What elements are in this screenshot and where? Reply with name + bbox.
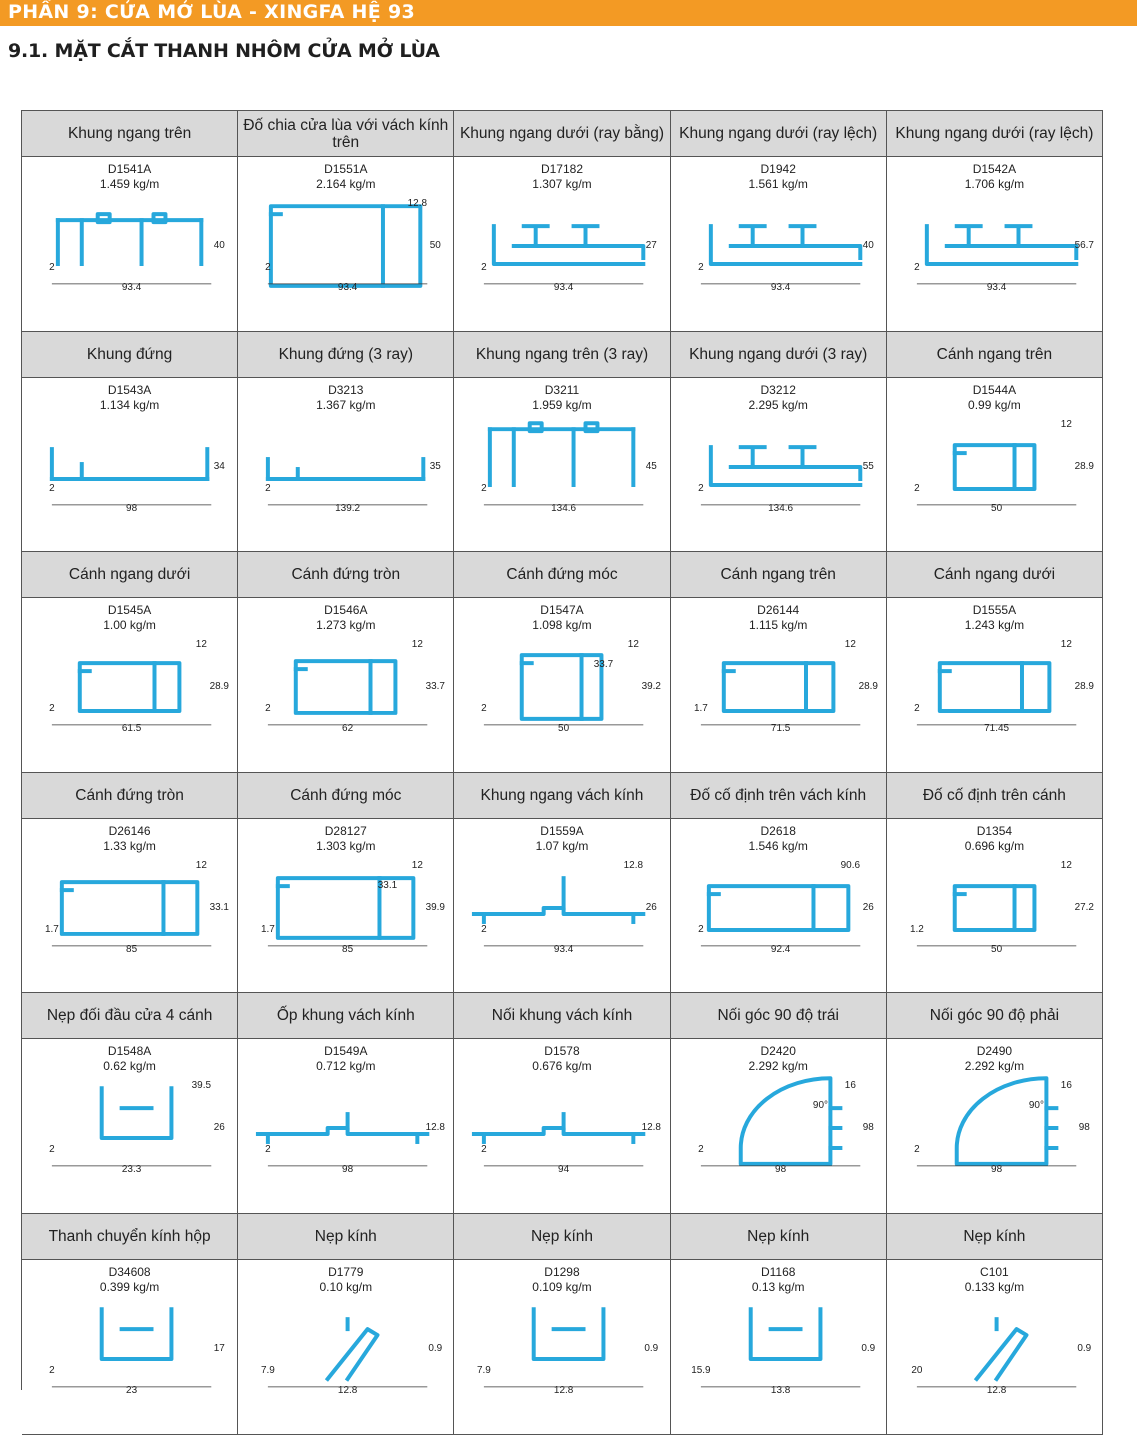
profile-section-drawing bbox=[454, 1068, 669, 1210]
dimension-label: 2 bbox=[265, 703, 271, 715]
profile-code: D1559A bbox=[540, 823, 584, 838]
profile-name: Đố chia cửa lùa với vách kính trên bbox=[238, 111, 453, 157]
dimension-label: 93.4 bbox=[554, 943, 574, 955]
profile-grid bbox=[21, 110, 1103, 1396]
profile-weight: 0.10 kg/m bbox=[319, 1279, 373, 1294]
profile-drawing bbox=[454, 848, 669, 990]
dimension-label: 93.4 bbox=[770, 281, 790, 293]
dimension-label: 12 bbox=[411, 639, 424, 651]
profile-code: D3211 bbox=[544, 382, 580, 397]
dimension-label: 34 bbox=[213, 460, 225, 472]
dimension-label: 33.7 bbox=[594, 659, 614, 671]
section-banner bbox=[0, 0, 1137, 26]
profile-drawing bbox=[22, 627, 237, 769]
profile-name: Khung ngang dưới (ray bằng) bbox=[454, 111, 669, 157]
profile-drawing bbox=[238, 407, 453, 549]
profile-code: D1354 bbox=[976, 823, 1013, 838]
profile-code: D1578 bbox=[544, 1044, 580, 1059]
dimension-label: 85 bbox=[126, 943, 138, 955]
profile-code: D17182 bbox=[540, 162, 584, 176]
dimension-label: 92.4 bbox=[770, 943, 790, 955]
profile-cell bbox=[22, 111, 238, 332]
profile-cell bbox=[887, 1214, 1103, 1435]
profile-weight: 0.99 kg/m bbox=[968, 397, 1021, 412]
profile-name: Khung ngang dưới (3 ray) bbox=[671, 332, 886, 378]
profile-cell bbox=[22, 552, 238, 773]
dimension-label: 15.9 bbox=[690, 1364, 711, 1376]
profile-code: D1298 bbox=[544, 1264, 580, 1279]
profile-cell bbox=[671, 1214, 887, 1435]
profile-section-drawing bbox=[671, 1289, 886, 1431]
dimension-label: 28.9 bbox=[1074, 460, 1094, 472]
dimension-label: 98 bbox=[126, 502, 138, 514]
profile-name: Cánh ngang dưới bbox=[22, 552, 237, 598]
profile-section-drawing bbox=[22, 407, 237, 549]
profile-cell bbox=[671, 552, 887, 773]
dimension-label: 55 bbox=[862, 460, 874, 472]
dimension-label: 2 bbox=[697, 923, 704, 935]
dimension-label: 0.9 bbox=[428, 1343, 443, 1355]
dimension-label: 1.7 bbox=[693, 703, 708, 715]
profile-cell bbox=[238, 773, 454, 994]
profile-section-drawing bbox=[454, 1289, 669, 1431]
dimension-label: 2 bbox=[697, 261, 704, 273]
dimension-label: 2 bbox=[913, 482, 920, 494]
profile-section-drawing bbox=[887, 407, 1102, 549]
profile-weight: 0.696 kg/m bbox=[964, 838, 1025, 853]
profile-cell bbox=[671, 993, 887, 1214]
profile-drawing bbox=[238, 627, 453, 769]
profile-name: Cánh ngang trên bbox=[887, 332, 1102, 378]
profile-section-drawing bbox=[238, 186, 453, 328]
dimension-label: 12.8 bbox=[624, 859, 644, 871]
dimension-label: 12.8 bbox=[641, 1122, 662, 1134]
profile-name: Cánh đứng móc bbox=[238, 773, 453, 819]
profile-code: D1779 bbox=[328, 1264, 364, 1279]
profile-drawing bbox=[22, 1289, 237, 1431]
dimension-label: 23 bbox=[126, 1384, 138, 1396]
dimension-label: 27.2 bbox=[1074, 901, 1094, 913]
profile-cell bbox=[22, 773, 238, 994]
profile-drawing bbox=[22, 1068, 237, 1210]
profile-weight: 1.561 kg/m bbox=[748, 177, 808, 191]
profile-cell bbox=[454, 1214, 670, 1435]
profile-code: D1551A bbox=[324, 162, 368, 176]
profile-name: Thanh chuyển kính hộp bbox=[22, 1214, 237, 1260]
profile-section-drawing bbox=[238, 1289, 453, 1431]
profile-drawing bbox=[238, 848, 453, 990]
dimension-label: 12 bbox=[1060, 859, 1072, 871]
profile-cell bbox=[454, 773, 670, 994]
dimension-label: 2 bbox=[913, 261, 920, 273]
dimension-label: 0.9 bbox=[860, 1343, 875, 1355]
profile-cell bbox=[887, 993, 1103, 1214]
dimension-label: 2 bbox=[49, 1364, 55, 1376]
dimension-label: 50 bbox=[429, 240, 441, 252]
profile-drawing bbox=[887, 186, 1102, 328]
profile-weight: 1.243 kg/m bbox=[964, 618, 1025, 633]
profile-weight: 2.292 kg/m bbox=[964, 1059, 1025, 1074]
dimension-label: 50 bbox=[990, 502, 1002, 514]
profile-cell bbox=[671, 773, 887, 994]
dimension-label: 16 bbox=[844, 1080, 856, 1092]
profile-code: D26146 bbox=[108, 823, 151, 838]
profile-section-drawing bbox=[887, 186, 1102, 328]
profile-weight: 0.109 kg/m bbox=[532, 1279, 592, 1294]
profile-code: D1547A bbox=[540, 603, 584, 618]
dimension-label: 35 bbox=[429, 460, 441, 472]
profile-weight: 0.399 kg/m bbox=[99, 1279, 160, 1294]
dimension-label: 2 bbox=[481, 482, 488, 494]
dimension-label: 61.5 bbox=[121, 723, 142, 735]
dimension-label: 90.6 bbox=[840, 859, 860, 871]
dimension-label: 71.5 bbox=[770, 723, 790, 735]
dimension-label: 28.9 bbox=[1074, 681, 1094, 693]
dimension-label: 23.3 bbox=[121, 1164, 142, 1176]
dimension-label: 13.8 bbox=[770, 1384, 790, 1396]
dimension-label: 12.8 bbox=[554, 1384, 574, 1396]
profile-name: Đố cố định trên vách kính bbox=[671, 773, 886, 819]
profile-drawing bbox=[671, 1068, 886, 1210]
profile-code: D28127 bbox=[324, 823, 367, 838]
profile-drawing bbox=[238, 1289, 453, 1431]
dimension-label: 98 bbox=[990, 1164, 1002, 1176]
dimension-label: 40 bbox=[213, 240, 225, 252]
profile-weight: 1.706 kg/m bbox=[964, 177, 1025, 191]
subsection-title: 9.1. MẶT CẮT THANH NHÔM CỬA MỞ LÙA bbox=[8, 40, 440, 62]
dimension-label: 33.1 bbox=[209, 901, 229, 913]
profile-name: Ốp khung vách kính bbox=[238, 993, 453, 1039]
profile-drawing bbox=[671, 848, 886, 990]
profile-section-drawing bbox=[671, 627, 886, 769]
profile-drawing bbox=[454, 1068, 669, 1210]
profile-code: D1541A bbox=[107, 162, 152, 176]
profile-cell bbox=[238, 1214, 454, 1435]
profile-code: D1555A bbox=[972, 603, 1017, 618]
profile-section-drawing bbox=[22, 627, 237, 769]
dimension-label: 50 bbox=[990, 943, 1002, 955]
dimension-label: 12 bbox=[195, 639, 207, 651]
dimension-label: 2 bbox=[481, 703, 488, 715]
profile-name: Cánh đứng tròn bbox=[238, 552, 453, 598]
profile-weight: 1.959 kg/m bbox=[532, 397, 592, 412]
dimension-label: 12 bbox=[628, 639, 640, 651]
profile-code: D1549A bbox=[324, 1044, 368, 1059]
profile-section-drawing bbox=[22, 1289, 237, 1431]
dimension-label: 33.1 bbox=[377, 879, 398, 891]
profile-cell bbox=[22, 332, 238, 553]
profile-section-drawing bbox=[22, 1068, 237, 1210]
dimension-label: 2 bbox=[49, 482, 55, 494]
profile-cell bbox=[454, 552, 670, 773]
profile-name: Nẹp kính bbox=[238, 1214, 453, 1260]
profile-code: D1542A bbox=[972, 162, 1017, 176]
dimension-label: 2 bbox=[265, 261, 271, 273]
dimension-label: 28.9 bbox=[209, 681, 229, 693]
profile-name: Khung ngang trên bbox=[22, 111, 237, 157]
profile-weight: 1.307 kg/m bbox=[532, 177, 592, 191]
dimension-label: 12.8 bbox=[425, 1122, 446, 1134]
profile-weight: 2.295 kg/m bbox=[748, 397, 808, 412]
dimension-label: 12 bbox=[195, 859, 207, 871]
profile-cell bbox=[238, 993, 454, 1214]
profile-drawing bbox=[454, 627, 669, 769]
dimension-label: 17 bbox=[213, 1343, 225, 1355]
dimension-label: 2 bbox=[481, 261, 488, 273]
dimension-label: 2 bbox=[913, 1144, 920, 1156]
profile-name: Cánh đứng tròn bbox=[22, 773, 237, 819]
dimension-label: 0.9 bbox=[1077, 1343, 1091, 1355]
profile-code: D2490 bbox=[976, 1044, 1013, 1059]
dimension-label: 93.4 bbox=[121, 281, 142, 293]
profile-drawing bbox=[887, 1068, 1102, 1210]
profile-section-drawing bbox=[238, 407, 453, 549]
dimension-label: 2 bbox=[913, 703, 920, 715]
dimension-label: 45 bbox=[646, 460, 658, 472]
profile-code: D1543A bbox=[107, 382, 152, 397]
dimension-label: 62 bbox=[342, 723, 354, 735]
profile-name: Cánh ngang dưới bbox=[887, 552, 1102, 598]
dimension-label: 93.4 bbox=[986, 281, 1007, 293]
dimension-label: 12 bbox=[1060, 639, 1072, 651]
dimension-label: 139.2 bbox=[335, 502, 361, 514]
profile-drawing bbox=[22, 848, 237, 990]
profile-name: Khung ngang dưới (ray lệch) bbox=[671, 111, 886, 157]
profile-drawing bbox=[887, 1289, 1102, 1431]
dimension-label: 2 bbox=[697, 482, 704, 494]
profile-drawing bbox=[671, 1289, 886, 1431]
profile-code: D3212 bbox=[760, 382, 796, 397]
profile-weight: 0.133 kg/m bbox=[964, 1279, 1025, 1294]
profile-cell bbox=[887, 773, 1103, 994]
profile-section-drawing bbox=[887, 627, 1102, 769]
profile-section-drawing bbox=[887, 1068, 1102, 1210]
profile-code: D1546A bbox=[324, 603, 368, 618]
dimension-label: 2 bbox=[697, 1144, 704, 1156]
dimension-label: 12 bbox=[844, 639, 856, 651]
section-title: PHẦN 9: CỬA MỞ LÙA - XINGFA HỆ 93 bbox=[8, 1, 415, 23]
dimension-label: 20 bbox=[911, 1364, 923, 1376]
dimension-label: 71.45 bbox=[983, 723, 1009, 735]
profile-section-drawing bbox=[454, 848, 669, 990]
profile-cell bbox=[671, 111, 887, 332]
profile-cell bbox=[454, 993, 670, 1214]
profile-weight: 1.134 kg/m bbox=[99, 397, 160, 412]
profile-drawing bbox=[454, 1289, 669, 1431]
profile-name: Khung ngang vách kính bbox=[454, 773, 669, 819]
profile-weight: 1.303 kg/m bbox=[316, 838, 376, 853]
profile-weight: 1.07 kg/m bbox=[535, 838, 589, 853]
profile-cell bbox=[671, 332, 887, 553]
profile-name: Cánh ngang trên bbox=[671, 552, 886, 598]
profile-drawing bbox=[22, 407, 237, 549]
dimension-label: 93.4 bbox=[338, 281, 358, 293]
profile-drawing bbox=[454, 186, 669, 328]
dimension-label: 2 bbox=[481, 923, 488, 935]
dimension-label: 2 bbox=[481, 1144, 488, 1156]
profile-drawing bbox=[671, 627, 886, 769]
profile-code: D34608 bbox=[108, 1264, 151, 1279]
dimension-label: 12.8 bbox=[407, 198, 428, 210]
profile-weight: 1.115 kg/m bbox=[748, 618, 808, 633]
profile-drawing bbox=[887, 407, 1102, 549]
profile-cell bbox=[22, 993, 238, 1214]
profile-weight: 1.459 kg/m bbox=[99, 177, 160, 191]
profile-drawing bbox=[887, 627, 1102, 769]
dimension-label: 40 bbox=[862, 240, 874, 252]
profile-drawing bbox=[454, 407, 669, 549]
dimension-label: 134.6 bbox=[767, 502, 793, 514]
dimension-label: 39.5 bbox=[191, 1080, 212, 1092]
profile-weight: 1.546 kg/m bbox=[748, 838, 808, 853]
dimension-label: 85 bbox=[342, 943, 354, 955]
profile-cell bbox=[454, 332, 670, 553]
dimension-label: 39.2 bbox=[641, 681, 662, 693]
dimension-label: 27 bbox=[646, 240, 658, 252]
profile-name: Đố cố định trên cánh bbox=[887, 773, 1102, 819]
dimension-label: 7.9 bbox=[261, 1364, 275, 1376]
dimension-label: 0.9 bbox=[644, 1343, 659, 1355]
dimension-label: 2 bbox=[49, 703, 55, 715]
profile-name: Nẹp kính bbox=[671, 1214, 886, 1260]
profile-name: Nẹp đối đầu cửa 4 cánh bbox=[22, 993, 237, 1039]
profile-name: Nối khung vách kính bbox=[454, 993, 669, 1039]
profile-drawing bbox=[887, 848, 1102, 990]
dimension-label: 94 bbox=[558, 1164, 570, 1176]
profile-cell bbox=[887, 111, 1103, 332]
profile-code: D1548A bbox=[107, 1044, 152, 1059]
profile-section-drawing bbox=[454, 627, 669, 769]
dimension-label: 56.7 bbox=[1074, 240, 1094, 252]
profile-cell bbox=[22, 1214, 238, 1435]
profile-cell bbox=[238, 111, 454, 332]
dimension-label: 26 bbox=[646, 901, 658, 913]
profile-weight: 1.273 kg/m bbox=[316, 618, 376, 633]
dimension-label: 1.2 bbox=[909, 923, 924, 935]
profile-weight: 1.33 kg/m bbox=[103, 838, 156, 853]
profile-drawing bbox=[671, 407, 886, 549]
profile-section-drawing bbox=[887, 1289, 1102, 1431]
profile-name: Nẹp kính bbox=[454, 1214, 669, 1260]
dimension-label: 1.7 bbox=[44, 923, 59, 935]
profile-cell bbox=[887, 552, 1103, 773]
dimension-label: 7.9 bbox=[477, 1364, 492, 1376]
profile-weight: 0.676 kg/m bbox=[532, 1059, 592, 1074]
dimension-label: 90° bbox=[812, 1100, 828, 1112]
dimension-label: 26 bbox=[862, 901, 874, 913]
dimension-label: 98 bbox=[342, 1164, 354, 1176]
profile-weight: 0.62 kg/m bbox=[103, 1059, 156, 1074]
profile-section-drawing bbox=[238, 1068, 453, 1210]
profile-weight: 0.13 kg/m bbox=[751, 1279, 805, 1294]
profile-name: Cánh đứng móc bbox=[454, 552, 669, 598]
dimension-label: 98 bbox=[862, 1122, 874, 1134]
dimension-label: 90° bbox=[1028, 1100, 1044, 1112]
dimension-label: 33.7 bbox=[425, 681, 446, 693]
profile-drawing bbox=[238, 186, 453, 328]
profile-code: D1544A bbox=[972, 382, 1017, 397]
profile-cell bbox=[238, 332, 454, 553]
profile-code: C101 bbox=[980, 1264, 1009, 1279]
profile-code: D26144 bbox=[757, 603, 800, 618]
profile-section-drawing bbox=[238, 627, 453, 769]
dimension-label: 28.9 bbox=[858, 681, 878, 693]
profile-weight: 1.00 kg/m bbox=[103, 618, 156, 633]
dimension-label: 12 bbox=[411, 859, 424, 871]
profile-weight: 0.712 kg/m bbox=[316, 1059, 376, 1074]
profile-code: D2618 bbox=[760, 823, 796, 838]
profile-weight: 1.098 kg/m bbox=[532, 618, 592, 633]
dimension-label: 26 bbox=[213, 1122, 225, 1134]
dimension-label: 50 bbox=[558, 723, 570, 735]
profile-name: Nối góc 90 độ trái bbox=[671, 993, 886, 1039]
profile-name: Khung ngang dưới (ray lệch) bbox=[887, 111, 1102, 157]
dimension-label: 2 bbox=[265, 1144, 271, 1156]
profile-section-drawing bbox=[671, 1068, 886, 1210]
dimension-label: 16 bbox=[1060, 1080, 1072, 1092]
profile-drawing bbox=[22, 186, 237, 328]
profile-weight: 2.164 kg/m bbox=[316, 177, 376, 191]
profile-cell bbox=[454, 111, 670, 332]
profile-name: Khung đứng bbox=[22, 332, 237, 378]
profile-section-drawing bbox=[238, 848, 453, 990]
profile-section-drawing bbox=[22, 848, 237, 990]
profile-code: D2420 bbox=[760, 1044, 796, 1059]
profile-drawing bbox=[671, 186, 886, 328]
profile-weight: 1.367 kg/m bbox=[316, 397, 376, 412]
profile-name: Khung đứng (3 ray) bbox=[238, 332, 453, 378]
dimension-label: 98 bbox=[1078, 1122, 1090, 1134]
profile-code: D3213 bbox=[328, 382, 364, 397]
profile-cell bbox=[238, 552, 454, 773]
profile-cell bbox=[887, 332, 1103, 553]
dimension-label: 39.9 bbox=[425, 901, 446, 913]
profile-section-drawing bbox=[887, 848, 1102, 990]
profile-section-drawing bbox=[671, 407, 886, 549]
profile-code: D1545A bbox=[107, 603, 152, 618]
dimension-label: 1.7 bbox=[261, 923, 275, 935]
dimension-label: 12.8 bbox=[338, 1384, 358, 1396]
dimension-label: 12 bbox=[1060, 418, 1072, 430]
profile-section-drawing bbox=[454, 186, 669, 328]
dimension-label: 12.8 bbox=[986, 1384, 1007, 1396]
profile-section-drawing bbox=[671, 848, 886, 990]
dimension-label: 2 bbox=[49, 1144, 55, 1156]
dimension-label: 98 bbox=[774, 1164, 786, 1176]
profile-section-drawing bbox=[22, 186, 237, 328]
profile-name: Khung ngang trên (3 ray) bbox=[454, 332, 669, 378]
profile-drawing bbox=[238, 1068, 453, 1210]
dimension-label: 134.6 bbox=[551, 502, 577, 514]
profile-weight: 2.292 kg/m bbox=[748, 1059, 808, 1074]
dimension-label: 2 bbox=[265, 482, 271, 494]
profile-name: Nẹp kính bbox=[887, 1214, 1102, 1260]
profile-section-drawing bbox=[671, 186, 886, 328]
profile-name: Nối góc 90 độ phải bbox=[887, 993, 1102, 1039]
profile-section-drawing bbox=[454, 407, 669, 549]
profile-code: D1168 bbox=[760, 1264, 796, 1279]
dimension-label: 93.4 bbox=[554, 281, 574, 293]
profile-code: D1942 bbox=[760, 162, 796, 176]
dimension-label: 2 bbox=[49, 261, 55, 273]
